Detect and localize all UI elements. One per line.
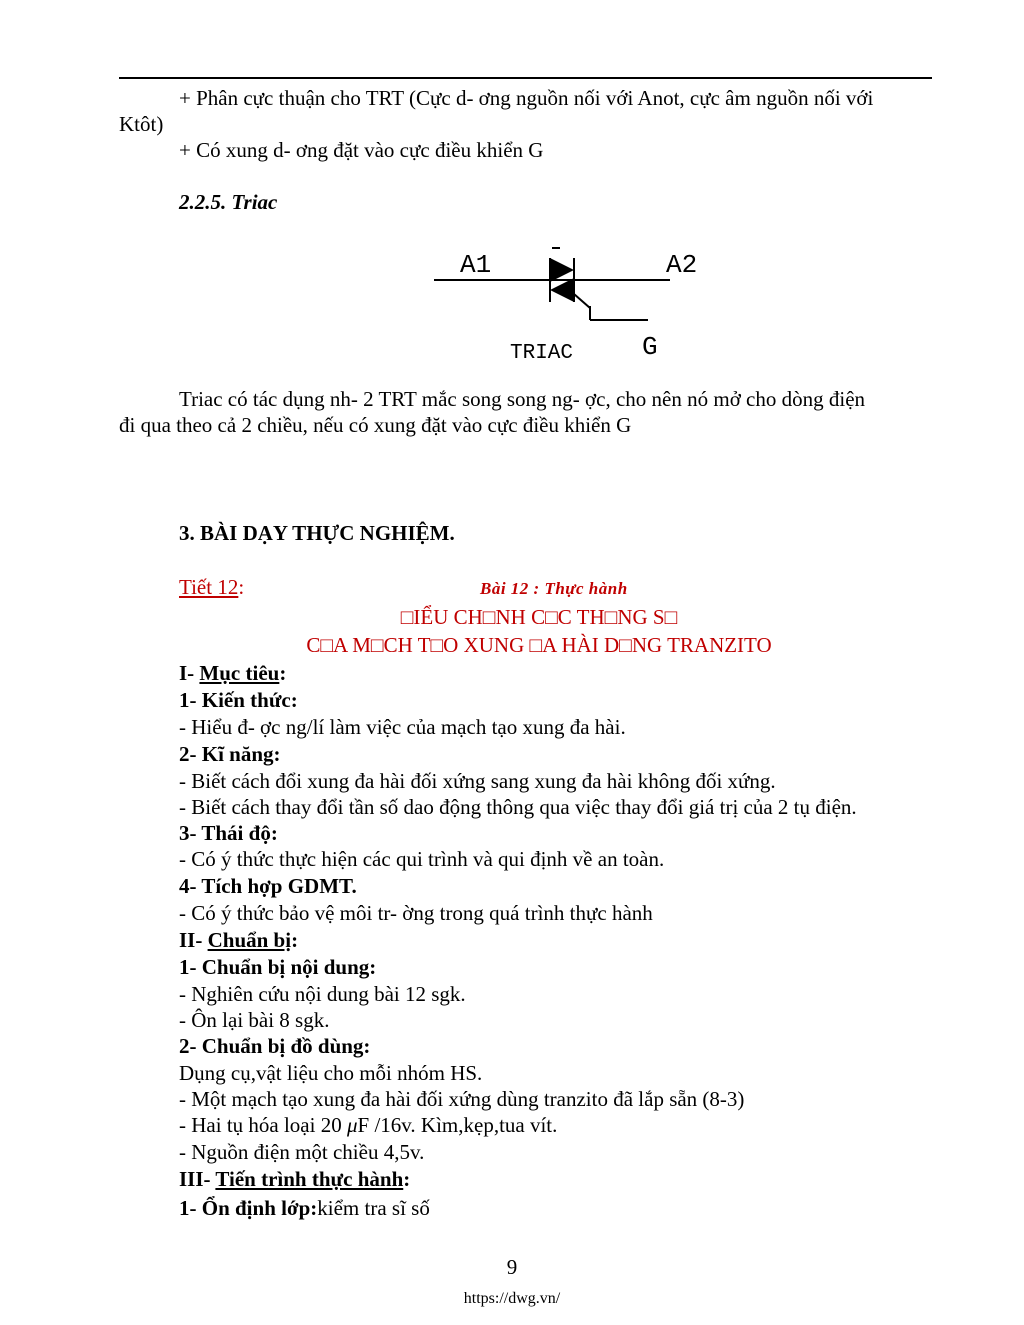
text-roll-call: kiểm tra sĩ số — [317, 1196, 430, 1220]
lesson-title-line2: C□A M□CH T□O XUNG □A HÀI D□NG TRANZITO — [306, 633, 772, 657]
text-skills-item1: - Biết cách đổi xung đa hài đối xứng sang xung đa hài không đối xứng. — [179, 769, 776, 793]
footer-url-link[interactable]: https://dwg.vn/ — [463, 1290, 561, 1307]
lesson-name: Bài 12 : Thực hành — [480, 579, 628, 598]
heading-procedure — [179, 1166, 410, 1192]
heading-preparation-title: Chuẩn bị — [207, 928, 292, 952]
triac-symbol-diagram — [420, 240, 730, 370]
heading-procedure-title: Tiến trình thực hành — [215, 1167, 404, 1191]
heading-objectives-colon: : — [279, 661, 287, 685]
text-prep-content-item1: - Nghiên cứu nội dung bài 12 sgk. — [179, 982, 466, 1006]
section-title-experimental-lesson: 3. BÀI DẠY THỰC NGHIỆM. — [179, 521, 455, 545]
text-environment-item: - Có ý thức bảo vệ môi tr- ờng trong quá trình thực hành — [179, 901, 653, 925]
text-prep-tools-item4: - Nguồn điện một chiều 4,5v. — [179, 1140, 425, 1164]
micro-symbol: μ — [346, 1113, 358, 1137]
triac-gate-lead-diagonal — [574, 294, 590, 308]
text-prep-content-item2: - Ôn lại bài 8 sgk. — [179, 1008, 330, 1032]
triac-label-a1: A1 — [460, 250, 492, 280]
text-knowledge-item: - Hiểu đ- ợc ng/lí làm việc của mạch tạo xung đa hài. — [179, 715, 626, 739]
heading-objectives — [179, 660, 286, 686]
heading-prep-content: 1- Chuẩn bị nội dung: — [179, 955, 377, 979]
heading-triac: 2.2.5. Triac — [179, 190, 278, 214]
text-prep-tools-item2: - Một mạch tạo xung đa hài đối xứng dùng tranzito đã lắp sẵn (8-3) — [179, 1087, 745, 1111]
heading-environment: 4- Tích hợp GDMT. — [179, 874, 357, 898]
text-capacitor-prefix: - Hai tụ hóa loại 20 — [179, 1113, 342, 1137]
text-prep-tools-item1: Dụng cụ,vật liệu cho mỗi nhóm HS. — [179, 1061, 483, 1085]
heading-knowledge: 1- Kiến thức: — [179, 688, 298, 712]
text-triac-desc-line1: Triac có tác dụng nh- 2 TRT mắc song song ng- ợc, cho nên nó mở cho dòng điện — [179, 387, 866, 411]
heading-attitude: 3- Thái độ: — [179, 821, 278, 845]
heading-procedure-colon: : — [403, 1167, 411, 1191]
heading-skills: 2- Kĩ năng: — [179, 742, 281, 766]
header-rule — [119, 77, 932, 79]
heading-procedure-numeral: III- — [179, 1167, 211, 1191]
text-forward-bias-line2: Ktôt) — [119, 112, 164, 136]
heading-preparation-colon: : — [291, 928, 299, 952]
heading-objectives-numeral: I- — [179, 661, 195, 685]
text-forward-bias-line1: + Phân cực thuận cho TRT (Cực d- ơng nguồn nối với Anot, cực âm nguồn nối với — [179, 86, 874, 110]
text-attitude-item: - Có ý thức thực hiện các qui trình và qui định về an toàn. — [179, 847, 665, 871]
lesson-title-line1: □IỂU CH□NH C□C TH□NG S□ — [400, 605, 678, 629]
triac-diode-lower — [550, 278, 574, 302]
text-prep-tools-item3 — [179, 1112, 557, 1138]
page-number: 9 — [506, 1255, 518, 1279]
heading-preparation — [179, 927, 298, 953]
text-class-organization — [179, 1195, 430, 1221]
heading-class-organization: 1- Ổn định lớp: — [179, 1196, 318, 1220]
lesson-period-label: Tiết 12 — [179, 575, 239, 599]
heading-objectives-title: Mục tiêu — [199, 661, 280, 685]
text-positive-pulse: + Có xung d- ơng đặt vào cực điều khiển G — [179, 138, 544, 162]
triac-diode-upper — [550, 258, 574, 282]
triac-label-g: G — [642, 332, 658, 362]
text-triac-desc-line2: đi qua theo cả 2 chiều, nếu có xung đặt vào cực điều khiển G — [119, 413, 632, 437]
heading-prep-tools: 2- Chuẩn bị đồ dùng: — [179, 1034, 371, 1058]
triac-caption: TRIAC — [510, 342, 574, 365]
heading-preparation-numeral: II- — [179, 928, 203, 952]
text-skills-item2: - Biết cách thay đổi tần số dao động thông qua việc thay đổi giá trị của 2 tụ điện. — [179, 795, 857, 819]
lesson-period-colon: : — [238, 575, 245, 599]
triac-label-a2: A2 — [666, 250, 698, 280]
text-capacitor-suffix: F /16v. Kìm,kẹp,tua vít. — [357, 1113, 558, 1137]
lesson-period — [179, 574, 244, 600]
